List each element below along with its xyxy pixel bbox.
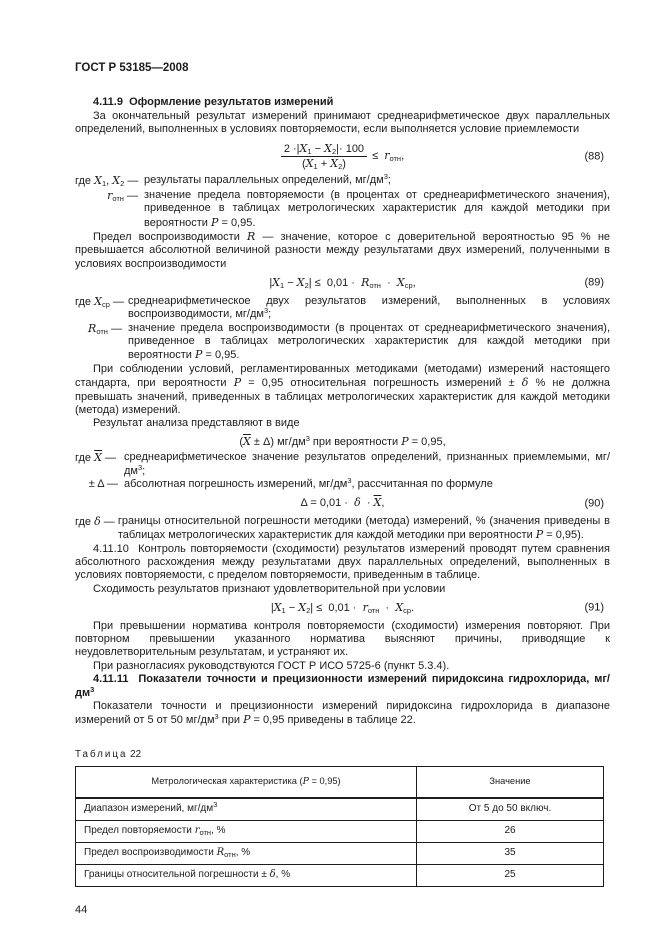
table-caption	[75, 748, 610, 761]
formula-result-body: $(\overline{X} \pm \Delta)$ $мг/дм^3$ при вероятности P = 0,95,	[239, 433, 446, 448]
definition-row	[75, 475, 610, 491]
page-number: 44	[75, 903, 88, 916]
table-cell-label: Предел повторяемости $r_{отн}$, %	[76, 820, 417, 842]
table-cell-value: 25	[417, 864, 604, 886]
definition-row	[75, 322, 610, 363]
formula-89-body: $|X_1 - X_2| \le 0,01 \cdot R_{отн} \cdot X_{ср}$,	[269, 276, 416, 291]
table-cell-label: Диапазон измерений, $мг/дм^3$	[76, 798, 417, 821]
table-row	[76, 820, 604, 842]
table-header-row	[76, 767, 604, 798]
section-heading-4-11-11: 4.11.11 Показатели точности и прецизионности измерений пиридоксина гидрохлорида, $мг/дм^3$	[75, 673, 610, 699]
table-22	[75, 766, 604, 886]
definition-term: где δ —	[75, 514, 115, 528]
table-header-characteristic: Метрологическая характеристика (P = 0,95)	[76, 767, 417, 798]
definition-row	[75, 515, 610, 543]
formula-90-body: $\Delta = 0,01 \cdot \delta \cdot \overline{X}$,	[300, 496, 385, 510]
table-cell-value: 35	[417, 842, 604, 864]
equation-number: (88)	[584, 149, 604, 162]
formula-89	[75, 276, 610, 290]
definition-desc: значение предела повторяемости (в процентах от среднеарифметического значения), приведенное в таблицах метрологических характеристик для каждой методики при вероятности P = 0,95.	[144, 188, 610, 229]
fraction-denominator: $(X_1 + X_2)$	[281, 156, 367, 171]
paragraph: За окончательный результат измерений принимают среднеарифметическое двух параллельных определений, выполненных в условиях повторяемости, если выполняется условие приемлемости	[75, 109, 610, 136]
paragraph: Сходимость результатов признают удовлетворительной при условии	[93, 582, 446, 595]
table-row	[76, 864, 604, 886]
table-caption-word: Таблица	[75, 748, 128, 760]
section-heading-4-11-9: 4.11.9 Оформление результатов измерений	[93, 96, 334, 109]
paragraph-4-11-10: 4.11.10 Контроль повторяемости (сходимости) результатов измерений проводят путем сравнения абсолютного расхождения между результатами двух параллельных определений, выполненных в условиях повторяемости, с пределом повторяемости, приведенным в таблице.	[75, 542, 610, 582]
definition-term: где $\overline{X}$ —	[75, 451, 117, 465]
formula-90	[75, 496, 610, 510]
definition-desc: среднеарифметическое значение результатов определений, признанных приемлемыми, $мг/дм^3$;	[124, 451, 610, 477]
paragraph: При соблюдении условий, регламентированных методиками (методами) измерений настоящего стандарта, при вероятности P = 0,95 относительная погрешность измерений ± δ % не должна превышать значений, приведенных в таблицах метрологических характеристик для каждой методики (метода) измерений.	[75, 362, 611, 416]
fraction	[281, 142, 367, 172]
definition-desc: границы относительной погрешности методики (метода) измерений, % (значения приведены в таблицах метрологических характеристик для каждой методики при вероятности P = 0,95).	[117, 514, 610, 542]
equation-number: (90)	[584, 496, 604, 509]
paragraph: Показатели точности и прецизионности измерений пиридоксина гидрохлорида в диапазоне измерений от 5 от 50 $мг/дм^3$ при P = 0,95 приведены в таблице 22.	[75, 700, 610, 727]
table-row	[76, 842, 604, 864]
formula-88	[75, 142, 610, 172]
definition-desc: среднеарифметическое двух результатов измерений, выполненных в условиях воспроизводимости, $мг/дм^3$;	[128, 294, 610, 321]
formula-rhs: ≤ $r_{отн}$,	[372, 149, 405, 164]
definition-term: $R_{отн}$ —	[88, 321, 122, 336]
paragraph: При превышении норматива контроля повторяемости (сходимости) измерения повторяют. При повторном превышении указанного норматива выясняют причины, приводящие к неудовлетворительным результатам, и устраняют их.	[75, 619, 610, 659]
formula-91	[75, 601, 610, 615]
table-caption-number: 22	[130, 748, 142, 760]
table-cell-label: Границы относительной погрешности ± δ, %	[76, 864, 417, 886]
definition-row	[75, 451, 610, 478]
definition-desc: абсолютная погрешность измерений, $мг/дм^3$, рассчитанная по формуле	[124, 475, 493, 490]
table-row	[76, 798, 604, 821]
formula-result-form	[75, 435, 610, 449]
definition-term: $r_{отн}$ —	[107, 188, 138, 203]
table-cell-label: Предел воспроизводимости $R_{отн}$, %	[76, 842, 417, 864]
definition-desc: результаты параллельных определений, $мг/дм^3$;	[144, 172, 391, 187]
document-title: ГОСТ Р 53185—2008	[75, 62, 189, 74]
formula-88-body	[281, 142, 404, 172]
table-header-value: Значение	[417, 767, 604, 798]
definition-row	[75, 295, 610, 322]
definition-row	[75, 189, 610, 230]
definition-term: где $X_1$, $X_2$ —	[75, 174, 139, 189]
paragraph: При разногласиях руководствуются ГОСТ Р ИСО 5725-6 (пункт 5.3.4).	[93, 659, 450, 672]
table-cell-value: 26	[417, 820, 604, 842]
fraction-numerator: $2 \cdot|X_1 - X_2|\cdot 100$	[283, 141, 365, 156]
definition-term: ± Δ —	[88, 477, 118, 490]
equation-number: (91)	[584, 601, 604, 614]
definition-term: где $X_{ср}$ —	[75, 294, 124, 309]
equation-number: (89)	[584, 276, 604, 289]
paragraph: Результат анализа представляют в виде	[93, 417, 300, 430]
paragraph: Предел воспроизводимости R — значение, которое с доверительной вероятностью 95 % не превышается абсолютной величиной разности между результатами двух измерений, полученными в условиях воспроизводимости	[75, 230, 611, 270]
definition-desc: значение предела воспроизводимости (в процентах от среднеарифметического значения), приведенное в таблицах метрологических характеристик для каждой методики при вероятности P = 0,95.	[128, 321, 610, 362]
table-cell-value: От 5 до 50 включ.	[417, 798, 604, 821]
formula-91-body: $|X_1 - X_2| \le 0,01 \cdot r_{отн} \cdot X_{ср}$.	[270, 601, 415, 616]
definition-row	[75, 174, 610, 188]
